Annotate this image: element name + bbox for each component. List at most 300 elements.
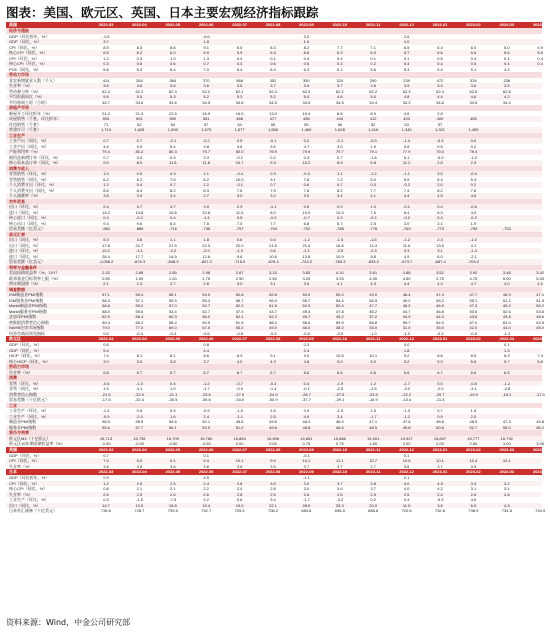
value-cell: 3.0 (303, 480, 310, 486)
value-cell: 3.4 (337, 413, 343, 419)
value-cell: 4.75 (436, 275, 444, 281)
value-cell: 3.7 (103, 39, 109, 44)
value-cell: 2.5 (136, 491, 143, 497)
value-cell: -673.7 (400, 259, 413, 264)
value-cell: 0.6 (136, 61, 143, 66)
indicator-label: 核心进口（同比，%） (9, 215, 49, 220)
value-cell: 2.9 (236, 204, 243, 209)
value-cell: 0.1 (270, 55, 276, 61)
value-cell: -5.0 (436, 154, 444, 160)
value-cell: -34.0 (235, 397, 245, 402)
value-cell: 50.4 (335, 303, 344, 308)
value-cell: 47.4 (436, 292, 444, 297)
value-cell: 55.0 (235, 325, 244, 330)
value-cell: 48.5 (469, 419, 478, 424)
period-header-cell: 2022-08 (265, 446, 281, 452)
value-cell: 79.0 (436, 149, 444, 154)
value-cell: 10.1 (502, 458, 511, 463)
indicator-label: 贸易差额（亿美元） (9, 226, 45, 231)
value-cell: 370 (202, 77, 210, 83)
value-cell: 22.5 (168, 110, 177, 116)
value-cell: 3.3 (470, 480, 477, 486)
value-cell: 2.6 (170, 491, 176, 497)
value-cell: 15,927 (400, 435, 413, 441)
value-cell: 551 (202, 116, 210, 121)
value-cell: 0.3 (303, 154, 310, 160)
indicator-label: 劳动参与率（%） (9, 88, 41, 94)
period-header-cell: 2023-03 (499, 336, 515, 341)
value-cell: 6.0 (370, 50, 376, 55)
indicator-label: NAHB住房市场指数 (9, 325, 45, 330)
value-cell: 2.8 (270, 486, 276, 491)
value-cell: 12.6 (202, 253, 211, 259)
indicator-label: HICP（同比，%） (9, 353, 43, 358)
value-cell: 80.2 (135, 149, 144, 154)
value-cell: 9.9 (303, 353, 310, 358)
value-cell: 10.2 (102, 248, 110, 253)
value-cell: 3.6 (170, 83, 176, 88)
value-cell: 3.00 (502, 441, 511, 446)
period-header-cell: 2022-09 (299, 469, 314, 474)
value-cell: 4.4 (437, 94, 443, 99)
value-cell: 0.5 (303, 204, 310, 209)
value-cell: -807.0 (200, 259, 212, 264)
value-cell: 0.0 (370, 182, 376, 187)
value-cell: 1.5 (470, 408, 477, 413)
value-cell: -783.3 (334, 259, 346, 264)
indicator-label: 进口（同比，%） (9, 253, 41, 259)
value-cell: 6.5 (504, 369, 510, 375)
value-cell: 7.4 (403, 187, 410, 193)
value-cell: 2.50 (269, 275, 277, 281)
value-cell: 33.0 (369, 325, 378, 330)
value-cell: -0.9 (236, 386, 244, 391)
value-cell: 9.0 (136, 458, 143, 463)
value-cell: 2.5 (170, 480, 176, 486)
value-cell: 10.1 (302, 458, 311, 463)
value-cell: 10.4 (302, 110, 311, 116)
value-cell: 58.6 (302, 319, 311, 325)
value-cell: 49.8 (269, 424, 277, 430)
value-cell: 55.2 (436, 297, 444, 303)
value-cell: 46.2 (402, 303, 411, 308)
value-cell: 5.7 (337, 220, 343, 226)
value-cell: -0.2 (202, 138, 210, 143)
value-cell: 11.5 (169, 160, 177, 165)
value-cell: 11.0 (235, 209, 244, 215)
value-cell: 62.4 (102, 88, 110, 94)
indicator-label: 工业生产（同比，%） (9, 413, 49, 419)
value-cell: 6.4 (170, 66, 176, 72)
value-cell: 6.5 (403, 44, 410, 50)
value-cell: 37.2 (369, 314, 378, 319)
value-cell: 10.6 (269, 253, 277, 259)
value-cell: 5.2 (203, 94, 209, 99)
value-cell: 1.2 (103, 182, 109, 187)
value-cell: -1.6 (369, 237, 377, 242)
value-cell: 2.7 (203, 193, 209, 198)
value-cell: 4.4 (403, 193, 410, 198)
value-cell: 1.2 (203, 182, 209, 187)
value-cell: 0.8 (203, 342, 209, 347)
value-cell: 4.2 (504, 66, 510, 72)
indicator-label: 耐用品新增订单（环比，%） (9, 154, 61, 160)
value-cell: -1.2 (403, 237, 411, 242)
period-header-cell: 2022-08 (265, 469, 281, 474)
value-cell: 11.6 (402, 242, 411, 248)
value-cell: 2.8 (437, 110, 443, 116)
indicator-label: 核心HICP（同比，%） (9, 358, 51, 364)
value-cell: -0.5 (302, 330, 310, 336)
period-header-cell: 2022-05 (165, 469, 181, 474)
value-cell: 45.8 (536, 419, 545, 424)
value-cell: 6.6 (303, 369, 310, 375)
section-label: 房地产市场 (9, 105, 29, 110)
value-cell: 5.5 (470, 50, 477, 55)
indicator-label: 核心CPI（同比，%） (9, 50, 48, 55)
value-cell: -11.3 (435, 397, 445, 402)
value-cell: 1.00 (135, 275, 144, 281)
indicator-label: GDP（同比，%） (9, 39, 42, 44)
value-cell: 3.9 (203, 204, 209, 209)
value-cell: 2.89 (135, 270, 144, 275)
value-cell: 4.00 (369, 275, 378, 281)
value-cell: 6.7 (170, 369, 176, 375)
value-cell: -0.5 (236, 330, 244, 336)
value-cell: 64.9 (436, 319, 444, 325)
value-cell: 3.8 (136, 463, 143, 469)
value-cell: 6.6 (470, 369, 477, 375)
value-cell: -2.5 (369, 386, 377, 391)
value-cell: 46.4 (335, 419, 344, 424)
value-cell: 4.0 (504, 281, 510, 286)
value-cell: 14.8 (135, 209, 144, 215)
value-cell: 403 (403, 116, 410, 121)
value-cell: 10.5 (402, 458, 411, 463)
indicator-label: 工业产出（同比，%） (9, 143, 49, 149)
value-cell: 0.7 (337, 154, 343, 160)
value-cell: 0.4 (437, 204, 443, 209)
value-cell: 735.6 (100, 508, 111, 513)
value-cell: 51.9 (536, 297, 545, 303)
value-cell: 4.1 (370, 193, 376, 198)
value-cell: 3.8 (170, 358, 176, 364)
value-cell: 0.6 (136, 408, 143, 413)
value-cell: 455 (470, 116, 477, 121)
value-cell: 15,906 (266, 435, 280, 441)
value-cell: -0.3 (302, 171, 310, 176)
value-cell: 0.0 (236, 55, 243, 61)
period-header-cell: 2022-08 (265, 22, 281, 27)
value-cell: -0.9 (269, 215, 277, 220)
value-cell: 3.4 (337, 193, 343, 198)
value-cell: 14.7 (102, 502, 110, 508)
period-header-cell: 2022-10 (332, 469, 348, 474)
value-cell: 4.50 (402, 275, 411, 281)
value-cell: 49.0 (269, 325, 277, 330)
value-cell: 2.50 (235, 275, 244, 281)
value-cell: 3.7 (303, 463, 310, 469)
value-cell: -17.5 (535, 391, 545, 397)
value-cell: -0.2 (403, 182, 411, 187)
period-header-cell: 2022-12 (399, 336, 414, 341)
indicator-label: 个人消费支出（环比，%） (9, 182, 57, 187)
value-cell: -2.3 (369, 248, 377, 253)
value-cell: 49.3 (302, 308, 311, 314)
value-cell: 3.6 (470, 83, 477, 88)
value-cell: 0.3 (270, 171, 276, 176)
value-cell: 5.6 (504, 50, 510, 55)
period-header-cell: 2022-05 (165, 446, 181, 452)
value-cell: 3.3 (203, 154, 209, 160)
period-header-cell: 2023-04 (532, 22, 548, 27)
value-cell: 7.7 (337, 44, 343, 50)
period-header-cell: 2023-01 (432, 22, 448, 27)
value-cell: -22.0 (134, 391, 144, 397)
value-cell: 0.4 (170, 380, 176, 386)
value-cell: 1,416 (368, 127, 379, 132)
value-cell: -0.1 (302, 452, 310, 458)
value-cell: 79.1 (369, 149, 378, 154)
value-cell: 15,780 (200, 435, 213, 441)
indicator-label: 经济咨商局领先指标 (9, 330, 45, 336)
value-cell: 352 (269, 77, 277, 83)
value-cell: -0.1 (236, 182, 244, 187)
value-cell: 708.2 (267, 508, 278, 513)
value-cell: 3.7 (203, 358, 209, 364)
value-cell: 15,851 (300, 435, 313, 441)
value-cell: 0.3 (403, 497, 410, 502)
value-cell: -0.5 (469, 330, 477, 336)
value-cell: 5.6 (370, 66, 376, 72)
section-label: 货币与利率 (9, 430, 29, 435)
value-cell: 15,866 (333, 435, 346, 441)
indicator-label: 失业率（%） (9, 491, 33, 497)
value-cell: 62.2 (369, 88, 378, 94)
value-cell: 14.2 (102, 209, 110, 215)
value-cell: 59.9 (335, 319, 344, 325)
value-cell: 6.6 (403, 369, 410, 375)
value-cell: -0.50 (168, 441, 178, 446)
value-cell: -37.7 (301, 397, 311, 402)
value-cell: 62.9 (102, 314, 110, 319)
period-header-cell: 2023-02 (466, 22, 481, 27)
value-cell: 3.2 (270, 193, 276, 198)
value-cell: 2.0 (437, 182, 443, 187)
value-cell: 6.3 (270, 66, 276, 72)
period-header-cell: 2022-07 (232, 469, 247, 474)
value-cell: 6.6 (337, 369, 343, 375)
indicator-label: 出口（同比，%） (9, 242, 41, 248)
value-cell: 47.3 (469, 303, 478, 308)
value-cell: 10.1 (369, 353, 378, 358)
value-cell: -794 (268, 226, 277, 231)
value-cell: 21.5 (269, 242, 277, 248)
value-cell: 5.5 (136, 94, 143, 99)
value-cell: -876.3 (133, 259, 146, 264)
value-cell: 56 (337, 121, 343, 127)
period-header-cell: 2023-02 (466, 469, 481, 474)
value-cell: -1.2 (503, 380, 511, 386)
value-cell: 0.8 (403, 143, 410, 149)
value-cell: 239 (403, 77, 410, 83)
value-cell: 55.1 (469, 297, 478, 303)
value-cell: 8.4 (136, 187, 143, 193)
value-cell: 52.2 (269, 314, 277, 319)
value-cell: 47.3 (235, 308, 244, 314)
value-cell: 2.5 (403, 491, 410, 497)
value-cell: 1.5 (270, 408, 276, 413)
section-label: 工业生产 (9, 132, 25, 138)
value-cell: 17.8 (102, 242, 110, 248)
indicator-label: 核心出口（同比，%） (9, 220, 49, 226)
value-cell: 34.5 (335, 99, 344, 105)
value-cell: 0.1 (370, 55, 376, 61)
indicator-label: Markit服务业PMI指数 (9, 308, 47, 314)
indicator-label: GDP（环比，%） (9, 342, 42, 347)
value-cell: -0.9 (369, 138, 377, 143)
value-cell: 16.0 (235, 110, 244, 116)
value-cell: 738.9 (468, 508, 479, 513)
indicator-label: GDP（环比折年，%） (9, 475, 50, 480)
value-cell: 568 (236, 77, 243, 83)
value-cell: 4.6 (470, 497, 477, 502)
value-cell: 2.1 (103, 281, 109, 286)
value-cell: 7.7 (270, 220, 276, 226)
value-cell: 0.6 (303, 182, 310, 187)
value-cell: 2.4 (103, 204, 109, 209)
value-cell: -0.4 (236, 171, 244, 176)
period-header-cell: 2022-11 (365, 336, 381, 341)
value-cell: 2.8 (203, 281, 209, 286)
value-cell: 3.0 (236, 281, 243, 286)
value-cell: 5.1 (403, 154, 410, 160)
value-cell: 3.6 (236, 463, 243, 469)
value-cell: 1.50 (369, 441, 378, 446)
value-cell: 3.4 (437, 83, 443, 88)
value-cell: 3.6 (203, 83, 209, 88)
value-cell: 6.9 (504, 353, 510, 358)
value-cell: 444 (336, 116, 344, 121)
value-cell: 53 (404, 121, 409, 127)
period-header-cell: 2022-03 (98, 469, 114, 474)
value-cell: 56.8 (369, 319, 378, 325)
value-cell: -1.2 (202, 380, 210, 386)
value-cell: 3.8 (203, 143, 209, 149)
value-cell: 1.2 (103, 55, 109, 61)
value-cell: 3.7 (170, 204, 176, 209)
value-cell: 5.6 (103, 94, 109, 99)
value-cell: 8.4 (170, 220, 176, 226)
value-cell: 79.9 (269, 149, 277, 154)
value-cell: 0.9 (103, 475, 109, 480)
value-cell: -2.5 (336, 248, 344, 253)
value-cell: 1.9 (370, 143, 376, 149)
value-cell: 56.5 (369, 297, 378, 303)
value-cell: 3.00 (536, 441, 545, 446)
value-cell: 5.0 (504, 44, 510, 50)
value-cell: 59.2 (135, 303, 144, 308)
value-cell: 0.7 (136, 138, 143, 143)
period-header-cell: 2022-06 (198, 336, 214, 341)
indicator-label: ISM服务业PMI指数 (9, 297, 44, 303)
value-cell: 57.7 (135, 424, 144, 430)
region-label: 美国 (9, 22, 17, 27)
value-cell: 65.2 (135, 319, 144, 325)
value-cell: 51.2 (235, 424, 244, 430)
value-cell: 62.6 (502, 88, 511, 94)
value-cell: 48.8 (436, 419, 444, 424)
value-cell: 57 (437, 121, 443, 127)
value-cell: 3.8 (170, 463, 176, 469)
period-header-cell: 2023-04 (532, 446, 548, 452)
value-cell: 56.1 (168, 424, 177, 430)
value-cell: 13.5 (436, 242, 444, 248)
value-cell: 3.7 (370, 463, 376, 469)
indicator-label: 工业产出（同比，%） (9, 138, 49, 143)
value-cell: 7.1 (370, 44, 376, 50)
value-cell: 5.3 (437, 358, 443, 364)
value-cell: 49.8 (235, 419, 244, 424)
value-cell: 3.88 (402, 270, 411, 275)
indicator-label: 进口（同比，%） (9, 209, 41, 215)
value-cell: 46.9 (436, 303, 444, 308)
value-cell: 11.1 (336, 458, 344, 463)
value-cell: 8.8 (337, 110, 343, 116)
value-cell: 8.0 (270, 209, 276, 215)
value-cell: 10.6 (335, 353, 344, 358)
indicator-label: 营建许可（千套） (9, 127, 41, 132)
value-cell: 4.7 (303, 143, 310, 149)
value-cell: 31.0 (402, 325, 411, 330)
value-cell: 2.6 (403, 33, 410, 39)
value-cell: 3.15 (269, 270, 277, 275)
value-cell: 77.9 (402, 149, 411, 154)
indicator-label: 个人消费支出（同比，%） (9, 187, 57, 193)
value-cell: 0.4 (136, 154, 143, 160)
value-cell: 6.7 (136, 369, 143, 375)
value-cell: -760 (402, 226, 411, 231)
value-cell: 62.1 (235, 88, 244, 94)
value-cell: -715.0 (233, 259, 246, 264)
value-cell: 1.0 (103, 171, 109, 176)
value-cell: 8.6 (203, 353, 209, 358)
value-cell: -2.2 (169, 248, 177, 253)
value-cell: 6.7 (437, 369, 443, 375)
value-cell: -24.9 (268, 391, 278, 397)
value-cell: 2.4 (203, 413, 209, 419)
value-cell: -1.2 (302, 237, 310, 242)
value-cell: 1.0 (103, 386, 109, 391)
value-cell: 0.4 (103, 215, 109, 220)
value-cell: 6.1 (337, 66, 343, 72)
value-cell: 62.3 (168, 88, 177, 94)
value-cell: 4.5 (437, 193, 443, 198)
value-cell: 2.5 (270, 413, 276, 419)
value-cell: 3.1 (437, 248, 443, 253)
value-cell: 51.2 (502, 297, 511, 303)
indicator-label: 密歇根消费者信心指数 (9, 319, 49, 325)
value-cell: 3.7 (136, 204, 143, 209)
value-cell: 13.6 (302, 253, 311, 259)
value-cell: 688.8 (368, 508, 379, 513)
value-cell: 5.6 (470, 358, 477, 364)
period-header-cell: 2023-03 (499, 446, 515, 452)
value-cell: 5.2 (403, 358, 410, 364)
value-cell: -716 (168, 226, 177, 231)
value-cell: 1,577 (234, 127, 245, 132)
value-cell: -776 (369, 226, 378, 231)
